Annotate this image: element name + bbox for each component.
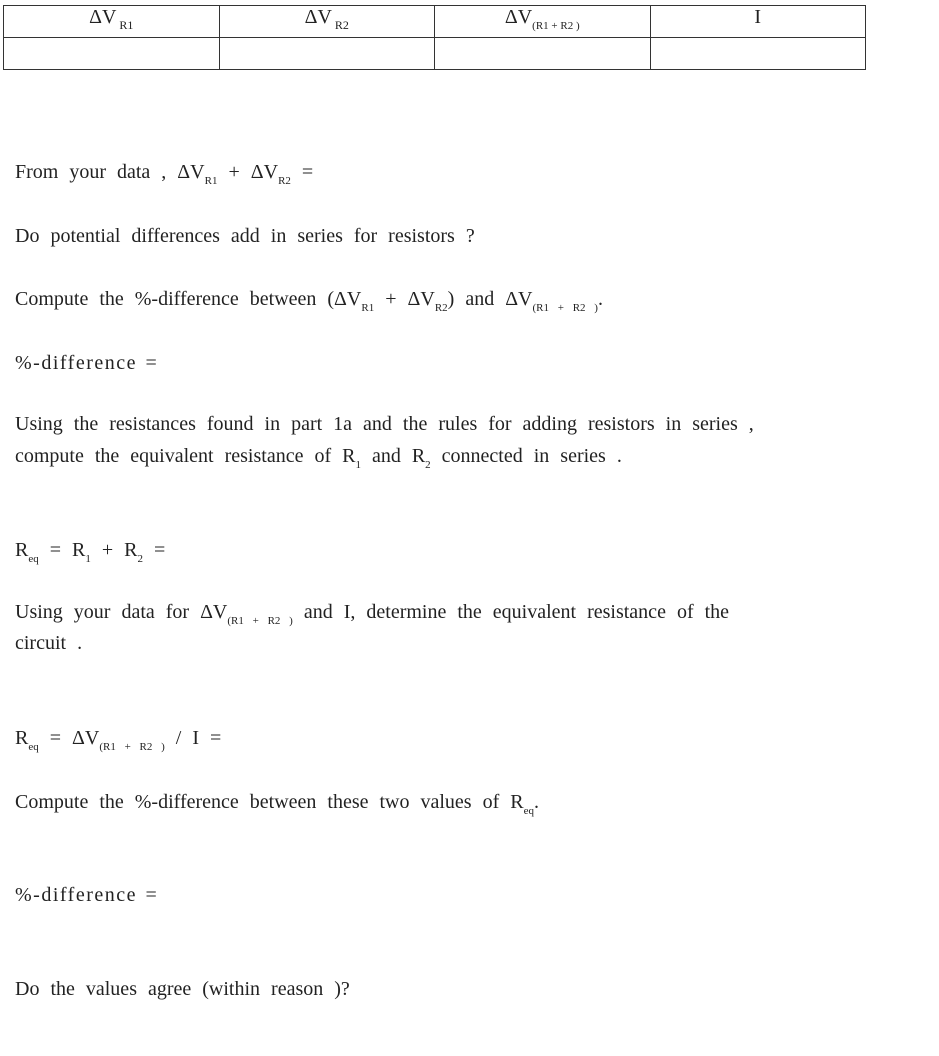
question-equivalent-from-data-line-2: circuit . [15,632,83,654]
table-cell-delta-v-r1-r2[interactable] [435,38,651,70]
header-current-i: I [650,6,866,38]
question-add-in-series: Do potential differences add in series for resistors ? [15,225,475,247]
req-from-data: $R_{eq} = \Delta V_{(R1 + R2 )} / I$ = [15,727,222,753]
question-equivalent-resistance-line-1: Using the resistances found in part 1a and the rules for adding resistors in series , [15,413,754,435]
table-cell-delta-v-r1[interactable] [4,38,220,70]
table-header-row [4,6,866,38]
question-percent-difference-1: Compute the %-difference between $(\Delta V_{R1} + \Delta V_{R2})$ and $\Delta V_{(R1 + R2 )}$. [15,288,603,314]
table-cell-delta-v-r2[interactable] [219,38,435,70]
question-sum-voltages: From your data , $\Delta V_{R1} + \Delta V_{R2}$ = [15,161,314,187]
data-table [3,5,866,70]
question-equivalent-from-data-line-1: Using your data for $\Delta V_{(R1 + R2 )}$ and I, determine the equivalent resistance of the [15,601,730,627]
percent-difference-label-1: %-difference = [15,352,159,374]
header-delta-v-r1: ΔV $_{R1}$ [4,6,220,38]
table-row [4,38,866,70]
req-series-sum: $R_{eq} = R_1 + R_2$ = [15,539,166,565]
table-cell-current-i[interactable] [650,38,866,70]
header-delta-v-r2: ΔV $_{R2}$ [219,6,435,38]
question-values-agree: Do the values agree (within reason )? [15,978,350,1000]
question-percent-difference-2: Compute the %-difference between these two values of $R_{eq}$. [15,791,539,817]
header-delta-v-r1-r2: $\Delta V_{(R1 + R2 )}$ [435,6,651,38]
question-equivalent-resistance-line-2: compute the equivalent resistance of $R_1$ and $R_2$ connected in series . [15,445,622,471]
percent-difference-label-2: %-difference = [15,884,159,906]
